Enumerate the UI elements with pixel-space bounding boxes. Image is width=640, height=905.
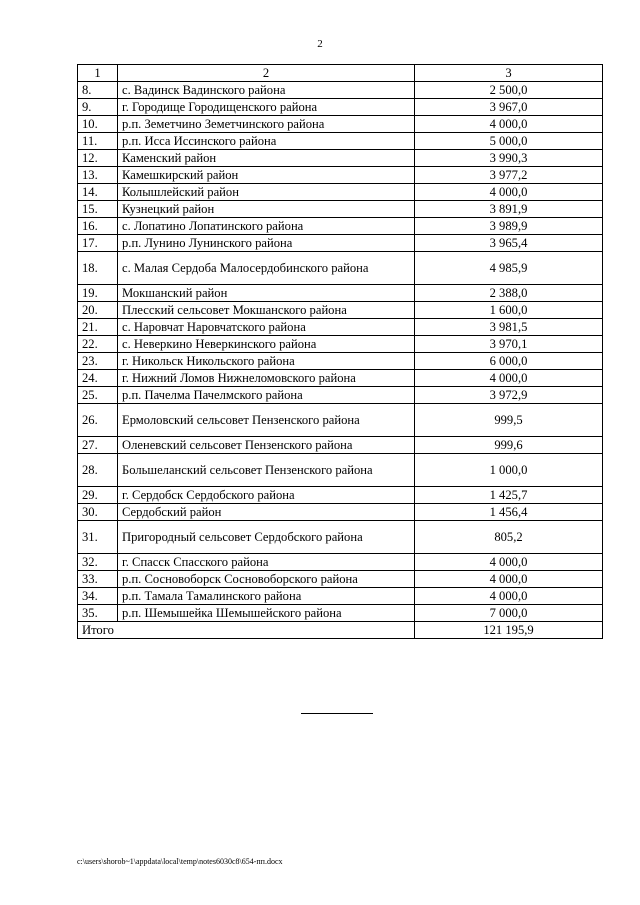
row-name-cell: с. Неверкино Неверкинского района (118, 336, 415, 353)
row-value-cell: 3 891,9 (415, 201, 603, 218)
total-value: 121 195,9 (415, 622, 603, 639)
row-number-cell: 10. (78, 116, 118, 133)
table-row (78, 116, 603, 133)
row-number-cell: 27. (78, 437, 118, 454)
table-row (78, 252, 603, 285)
table-row (78, 336, 603, 353)
row-name-cell: с. Лопатино Лопатинского района (118, 218, 415, 235)
row-name-cell: с. Вадинск Вадинского района (118, 82, 415, 99)
row-name-cell: г. Сердобск Сердобского района (118, 487, 415, 504)
row-number-cell: 18. (78, 252, 118, 285)
table-row (78, 218, 603, 235)
table-row (78, 521, 603, 554)
row-value-cell: 2 500,0 (415, 82, 603, 99)
row-name-cell: Сердобский район (118, 504, 415, 521)
row-value-cell: 4 000,0 (415, 116, 603, 133)
row-name-cell: с. Наровчат Наровчатского района (118, 319, 415, 336)
row-name-cell: Кузнецкий район (118, 201, 415, 218)
row-number-cell: 19. (78, 285, 118, 302)
row-name-cell: р.п. Сосновоборск Сосновоборского района (118, 571, 415, 588)
table-row (78, 150, 603, 167)
row-name-cell: г. Никольск Никольского района (118, 353, 415, 370)
row-number-cell: 15. (78, 201, 118, 218)
table-row (78, 588, 603, 605)
row-name-cell: г. Спасск Спасского района (118, 554, 415, 571)
table-row (78, 319, 603, 336)
row-value-cell: 4 000,0 (415, 554, 603, 571)
row-name-cell: р.п. Лунино Лунинского района (118, 235, 415, 252)
row-number-cell: 21. (78, 319, 118, 336)
row-value-cell: 3 970,1 (415, 336, 603, 353)
table-row (78, 235, 603, 252)
table-row (78, 302, 603, 319)
row-number-cell: 35. (78, 605, 118, 622)
table-row (78, 387, 603, 404)
row-number-cell: 20. (78, 302, 118, 319)
row-value-cell: 999,6 (415, 437, 603, 454)
table-row (78, 571, 603, 588)
row-name-cell: г. Нижний Ломов Нижнеломовского района (118, 370, 415, 387)
row-number-cell: 14. (78, 184, 118, 201)
row-name-cell: р.п. Тамала Тамалинского района (118, 588, 415, 605)
row-number-cell: 31. (78, 521, 118, 554)
row-value-cell: 3 977,2 (415, 167, 603, 184)
row-value-cell: 999,5 (415, 404, 603, 437)
row-name-cell: Оленевский сельсовет Пензенского района (118, 437, 415, 454)
row-name-cell: Камешкирский район (118, 167, 415, 184)
row-name-cell: г. Городище Городищенского района (118, 99, 415, 116)
table-row (78, 285, 603, 302)
row-name-cell: Колышлейский район (118, 184, 415, 201)
row-name-cell: с. Малая Сердоба Малосердобинского района (118, 252, 415, 285)
row-value-cell: 3 972,9 (415, 387, 603, 404)
row-number-cell: 17. (78, 235, 118, 252)
table-row (78, 167, 603, 184)
row-number-cell: 30. (78, 504, 118, 521)
table-row (78, 605, 603, 622)
footer-file-path: c:\users\shorob~1\appdata\local\temp\notes6030c8\654-пп.docx (77, 857, 283, 866)
table-row (78, 504, 603, 521)
row-value-cell: 4 000,0 (415, 184, 603, 201)
row-number-cell: 26. (78, 404, 118, 437)
table-row (78, 554, 603, 571)
table-row (78, 353, 603, 370)
row-number-cell: 34. (78, 588, 118, 605)
row-value-cell: 3 965,4 (415, 235, 603, 252)
table-row (78, 437, 603, 454)
table-row (78, 370, 603, 387)
row-name-cell: р.п. Пачелма Пачелмского района (118, 387, 415, 404)
header-cell-1: 1 (78, 65, 118, 82)
table-row (78, 201, 603, 218)
row-name-cell: Большеланский сельсовет Пензенского района (118, 454, 415, 487)
row-number-cell: 33. (78, 571, 118, 588)
row-name-cell: Плесский сельсовет Мокшанского района (118, 302, 415, 319)
row-number-cell: 9. (78, 99, 118, 116)
row-value-cell: 3 990,3 (415, 150, 603, 167)
total-label: Итого (78, 622, 415, 639)
row-value-cell: 1 000,0 (415, 454, 603, 487)
row-value-cell: 4 985,9 (415, 252, 603, 285)
row-number-cell: 8. (78, 82, 118, 99)
table-row (78, 404, 603, 437)
table-row (78, 133, 603, 150)
row-number-cell: 23. (78, 353, 118, 370)
row-number-cell: 12. (78, 150, 118, 167)
row-name-cell: р.п. Шемышейка Шемышейского района (118, 605, 415, 622)
row-number-cell: 28. (78, 454, 118, 487)
page-number: 2 (317, 38, 323, 50)
row-value-cell: 1 425,7 (415, 487, 603, 504)
row-value-cell: 2 388,0 (415, 285, 603, 302)
data-table (77, 64, 603, 639)
row-value-cell: 3 981,5 (415, 319, 603, 336)
row-value-cell: 4 000,0 (415, 571, 603, 588)
row-name-cell: Пригородный сельсовет Сердобского района (118, 521, 415, 554)
row-name-cell: Мокшанский район (118, 285, 415, 302)
row-value-cell: 1 456,4 (415, 504, 603, 521)
row-value-cell: 3 967,0 (415, 99, 603, 116)
row-number-cell: 11. (78, 133, 118, 150)
table-row (78, 487, 603, 504)
table-header-row (78, 65, 603, 82)
total-row (78, 622, 603, 639)
row-name-cell: р.п. Земетчино Земетчинского района (118, 116, 415, 133)
table-row (78, 99, 603, 116)
row-number-cell: 25. (78, 387, 118, 404)
header-cell-2: 2 (118, 65, 415, 82)
table-row (78, 184, 603, 201)
row-name-cell: р.п. Исса Иссинского района (118, 133, 415, 150)
row-value-cell: 4 000,0 (415, 370, 603, 387)
row-value-cell: 4 000,0 (415, 588, 603, 605)
row-number-cell: 13. (78, 167, 118, 184)
row-number-cell: 24. (78, 370, 118, 387)
row-name-cell: Каменский район (118, 150, 415, 167)
header-cell-3: 3 (415, 65, 603, 82)
row-number-cell: 16. (78, 218, 118, 235)
row-number-cell: 29. (78, 487, 118, 504)
row-value-cell: 1 600,0 (415, 302, 603, 319)
table-row (78, 82, 603, 99)
table-row (78, 454, 603, 487)
row-number-cell: 22. (78, 336, 118, 353)
row-value-cell: 5 000,0 (415, 133, 603, 150)
row-number-cell: 32. (78, 554, 118, 571)
row-value-cell: 3 989,9 (415, 218, 603, 235)
row-value-cell: 6 000,0 (415, 353, 603, 370)
row-value-cell: 7 000,0 (415, 605, 603, 622)
row-value-cell: 805,2 (415, 521, 603, 554)
closing-rule (301, 713, 373, 714)
row-name-cell: Ермоловский сельсовет Пензенского района (118, 404, 415, 437)
